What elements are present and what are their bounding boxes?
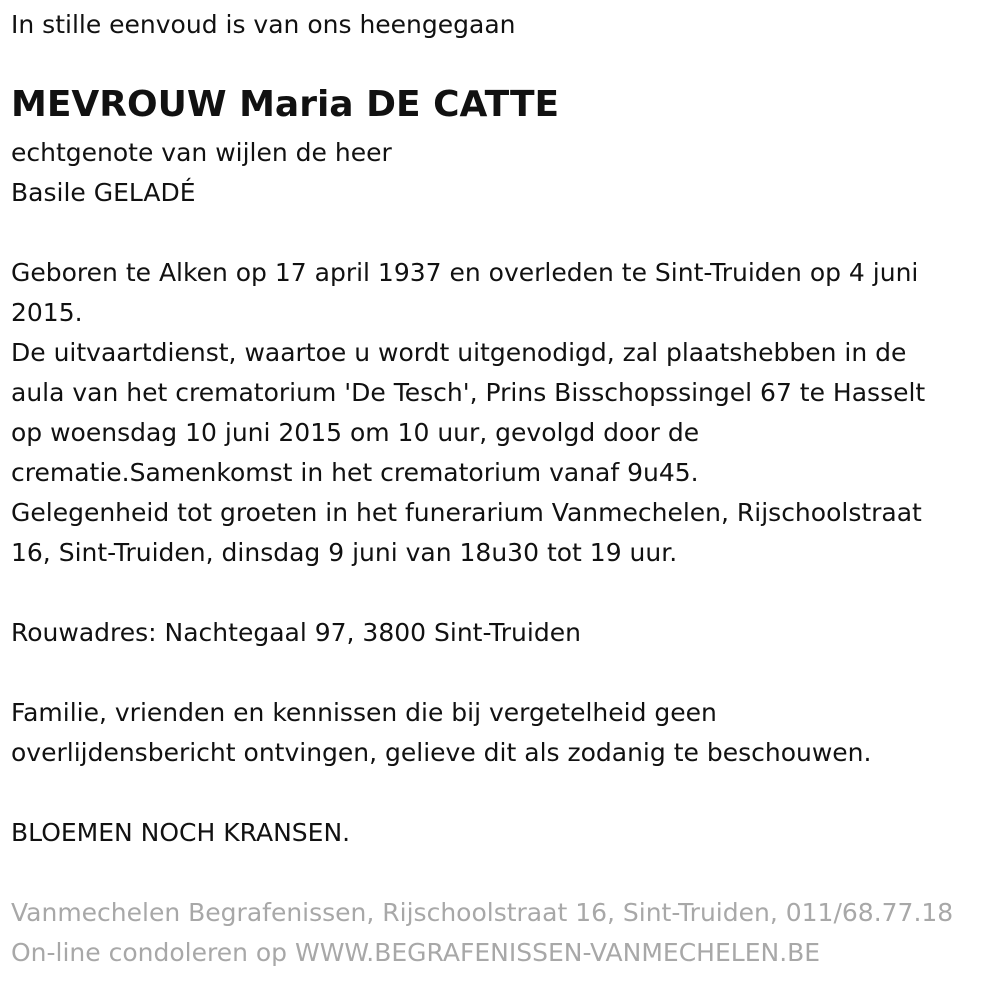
footer-contact: Vanmechelen Begrafenissen, Rijschoolstraat 16, Sint-Truiden, 011/68.77.18 xyxy=(11,898,954,927)
details-line: 16, Sint-Truiden, dinsdag 9 juni van 18u30 tot 19 uur. xyxy=(11,538,678,567)
spouse-line: echtgenote van wijlen de heer xyxy=(11,138,392,167)
footer-condolence: On-line condoleren op WWW.BEGRAFENISSEN-VANMECHELEN.BE xyxy=(11,938,821,967)
deceased-name: MEVROUW Maria DE CATTE xyxy=(11,84,560,125)
details-line: aula van het crematorium 'De Tesch', Prins Bisschopssingel 67 te Hasselt xyxy=(11,378,926,407)
details-block xyxy=(11,253,925,573)
family-line: Familie, vrienden en kennissen die bij vergetelheid geen xyxy=(11,698,717,727)
intro-text: In stille eenvoud is van ons heengegaan xyxy=(11,10,516,39)
family-notice-block xyxy=(11,693,871,773)
spouse-block xyxy=(11,133,392,213)
details-line: op woensdag 10 juni 2015 om 10 uur, gevolgd door de xyxy=(11,418,700,447)
family-line: overlijdensbericht ontvingen, gelieve dit als zodanig te beschouwen. xyxy=(11,738,872,767)
details-line: 2015. xyxy=(11,298,83,327)
funeral-home-footer xyxy=(11,893,953,973)
mourning-address: Rouwadres: Nachtegaal 97, 3800 Sint-Truiden xyxy=(11,618,581,647)
spouse-line: Basile GELADÉ xyxy=(11,178,196,207)
details-line: crematie.Samenkomst in het crematorium vanaf 9u45. xyxy=(11,458,699,487)
details-line: Geboren te Alken op 17 april 1937 en overleden te Sint-Truiden op 4 juni xyxy=(11,258,919,287)
details-line: De uitvaartdienst, waartoe u wordt uitgenodigd, zal plaatshebben in de xyxy=(11,338,907,367)
details-line: Gelegenheid tot groeten in het funerarium Vanmechelen, Rijschoolstraat xyxy=(11,498,922,527)
flowers-note: BLOEMEN NOCH KRANSEN. xyxy=(11,818,351,847)
